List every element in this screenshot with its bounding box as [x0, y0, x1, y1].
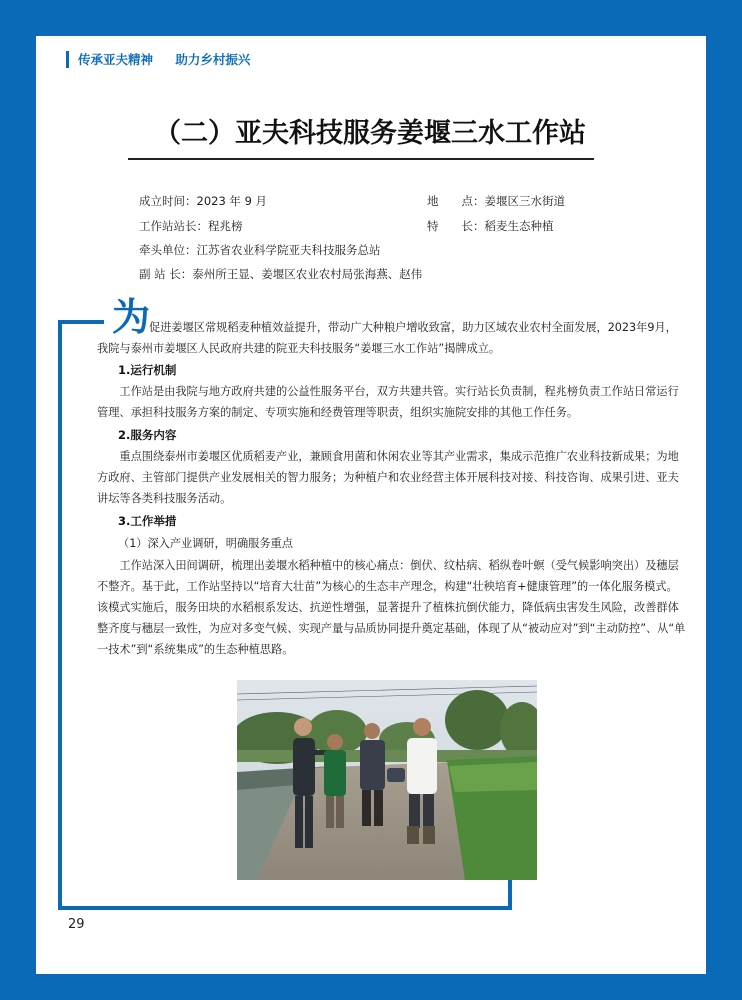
running-header	[78, 51, 268, 69]
title-underline	[128, 158, 594, 160]
header-slogan-2: 助力乡村振兴	[175, 52, 251, 67]
section-3-body: 工作站深入田间调研，梳理出姜堰水稻种植中的核心痛点：倒伏、纹枯病、稻纵卷叶螟（受气候影响突出）及穗层不整齐。基于此，工作站坚持以“培育大壮苗”为核心的生态丰产理念，构建“壮秧培育+健康管理”的一体化服务模式。该模式实施后，服务田块的水稻根系发达、抗逆性增强，显著提升了植株抗倒伏能力，降低病虫害发生风险，改善群体整齐度与穗层一致性，为应对多变气候、实现产量与品质协同提升奠定基础，体现了从“被动应对”到“主动防控”、从“单一技术”到“系统集成”的生态种植思路。	[97, 559, 686, 656]
decor-line-bottom	[58, 906, 512, 910]
page-title: （二）亚夫科技服务姜堰三水工作站	[154, 118, 586, 149]
drop-cap: 为	[112, 295, 151, 339]
section-3-subheading: （1）深入产业调研，明确服务重点	[118, 537, 293, 550]
section-2-body: 重点围绕泰州市姜堰区优质稻麦产业，兼顾食用菌和休闲农业等其产业需求，集成示范推广农业科技新成果；为地方政府、主管部门提供产业发展相关的智力服务；为种植户和农业经营主体开展科技对接、科技咨询、成果引进、亚夫讲坛等各类科技服务活动。	[97, 450, 679, 505]
page-frame-left	[0, 0, 36, 1000]
page-frame-bottom	[0, 974, 742, 1000]
page-number: 29	[68, 917, 85, 932]
meta-founded: 成立时间：2023 年 9 月	[139, 194, 268, 208]
meta-specialty: 特 长：稻麦生态种植	[427, 219, 554, 233]
section-1-heading: 1.运行机制	[118, 363, 177, 377]
section-3-heading: 3.工作举措	[118, 514, 177, 528]
meta-lead-unit: 牵头单位：江苏省农业科学院亚夫科技服务总站	[139, 243, 381, 257]
page-frame-right	[706, 0, 742, 1000]
page-frame-top	[0, 0, 742, 36]
meta-deputy: 副 站 长：泰州所王显、姜堰区农业农村局张海燕、赵伟	[139, 267, 423, 281]
decor-line-left	[58, 320, 62, 910]
meta-leader: 工作站站长：程兆榜	[139, 219, 243, 233]
intro-paragraph: 促进姜堰区常规稻麦种植效益提升，带动广大种粮户增收致富，助力区域农业农村全面发展，2023年9月，我院与泰州市姜堰区人民政府共建的院亚夫科技服务“姜堰三水工作站”揭牌成立。	[97, 321, 677, 355]
field-visit-photo	[237, 680, 537, 880]
section-2-heading: 2.服务内容	[118, 428, 177, 442]
section-1-body: 工作站是由我院与地方政府共建的公益性服务平台，双方共建共管。实行站长负责制，程兆榜负责工作站日常运行管理、承担科技服务方案的制定、专项实施和经费管理等职责，组织实施院安排的其他工作任务。	[97, 385, 679, 419]
header-accent-bar	[66, 51, 69, 68]
header-slogan-1: 传承亚夫精神	[78, 52, 154, 67]
decor-line-right	[508, 876, 512, 910]
meta-location: 地 点：姜堰区三水街道	[427, 194, 565, 208]
